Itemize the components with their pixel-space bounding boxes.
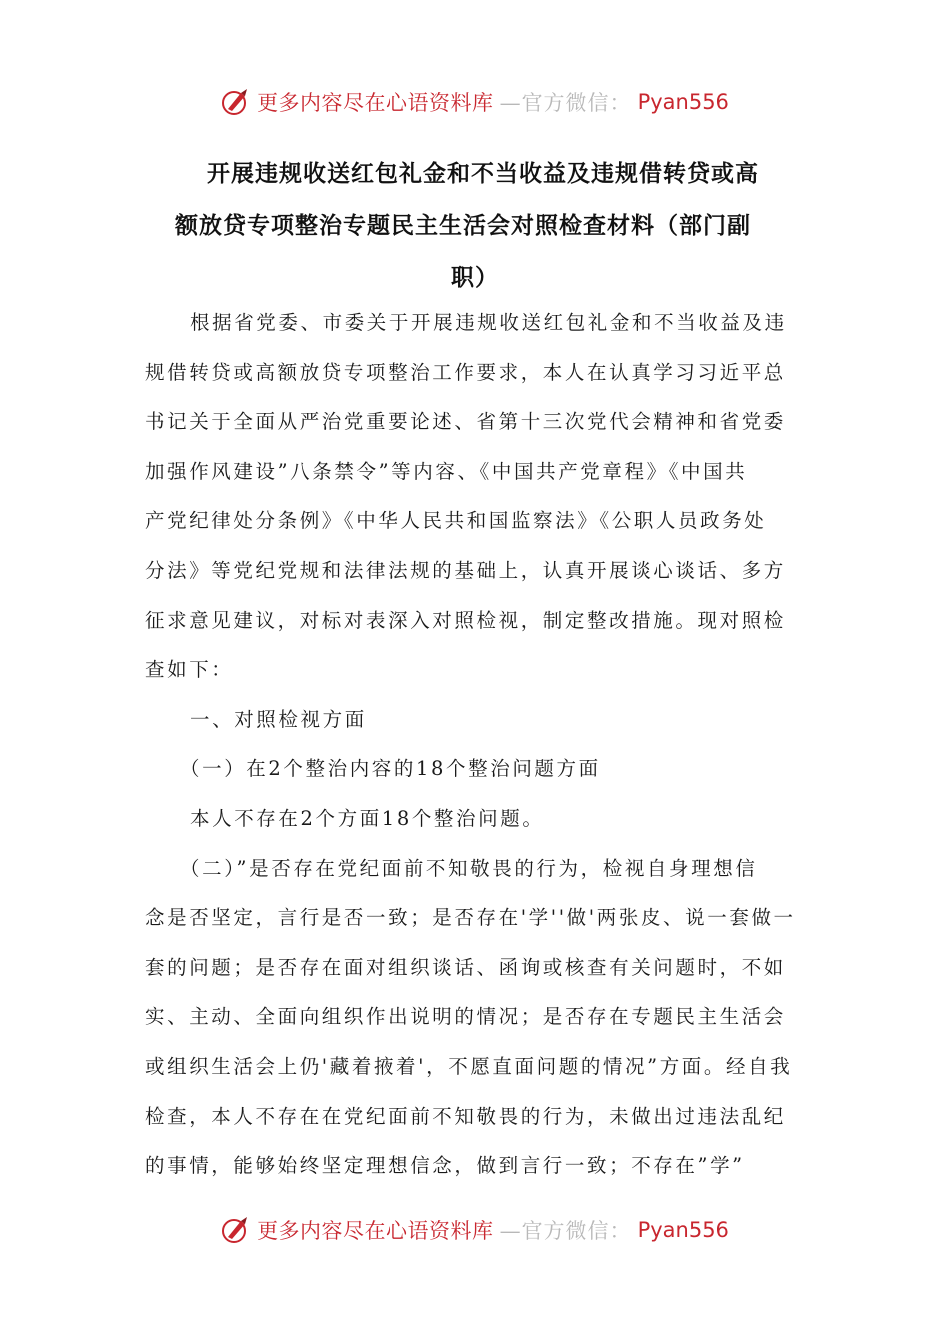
paragraph-line: 征求意见建议，对标对表深入对照检视，制定整改措施。现对照检 <box>145 608 786 632</box>
paragraph-line: 规借转贷或高额放贷专项整治工作要求，本人在认真学习习近平总 <box>145 360 786 384</box>
paragraph-line: 加强作风建设”八条禁令”等内容、《中国共产党章程》《中国共 <box>145 459 748 483</box>
watermark-site-name: 更多内容尽在心语资料库 <box>257 91 494 115</box>
paragraph-line: 查如下： <box>145 658 234 682</box>
paragraph-line: 本人不存在2个方面18个整治问题。 <box>190 806 545 830</box>
watermark-wechat-id: Pyan556 <box>637 90 729 114</box>
paragraph-line: 的事情，能够始终坚定理想信念，做到言行一致；不存在”学” <box>145 1154 745 1178</box>
paragraph-line: 或组织生活会上仍'藏着掖着'，不愿直面问题的情况”方面。经自我 <box>145 1054 793 1078</box>
paragraph-line: 产党纪律处分条例》《中华人民共和国监察法》《公职人员政务处 <box>145 509 767 533</box>
paragraph-line: 分法》等党纪党规和法律法规的基础上，认真开展谈心谈话、多方 <box>145 558 786 582</box>
paragraph-line: 书记关于全面从严治党重要论述、省第十三次党代会精神和省党委 <box>145 410 786 434</box>
watermark-header <box>0 82 950 122</box>
title-line: 职） <box>451 265 499 291</box>
watermark-site-name: 更多内容尽在心语资料库 <box>257 1219 494 1243</box>
title-line: 开展违规收送红包礼金和不当收益及违规借转贷或高 <box>207 161 759 187</box>
pen-circle-logo-icon <box>221 1215 251 1245</box>
paragraph-line: 实、主动、全面向组织作出说明的情况；是否存在专题民主生活会 <box>145 1005 786 1029</box>
subsection-heading: （一）在2个整治内容的18个整治问题方面 <box>180 757 601 781</box>
pen-circle-logo-icon <box>221 87 251 117</box>
watermark-wechat-label: —官方微信： <box>499 91 632 115</box>
section-heading: 一、对照检视方面 <box>190 707 367 731</box>
paragraph-line: 套的问题；是否存在面对组织谈话、函询或核查有关问题时，不如 <box>145 955 786 979</box>
paragraph-line: （二）”是否存在党纪面前不知敬畏的行为，检视自身理想信 <box>180 856 758 880</box>
paragraph-line: 根据省党委、市委关于开展违规收送红包礼金和不当收益及违 <box>190 311 787 334</box>
watermark-wechat-label: —官方微信： <box>499 1219 632 1243</box>
watermark-footer <box>0 1210 950 1250</box>
paragraph-line: 念是否坚定，言行是否一致；是否存在'学''做'两张皮、说一套做一 <box>145 906 796 930</box>
document-body <box>145 298 805 1191</box>
watermark-wechat-id: Pyan556 <box>637 1218 729 1242</box>
paragraph-line: 检查，本人不存在在党纪面前不知敬畏的行为，未做出过违法乱纪 <box>145 1104 786 1128</box>
title-line: 额放贷专项整治专题民主生活会对照检查材料（部门副 <box>175 213 751 239</box>
document-title <box>145 148 805 304</box>
